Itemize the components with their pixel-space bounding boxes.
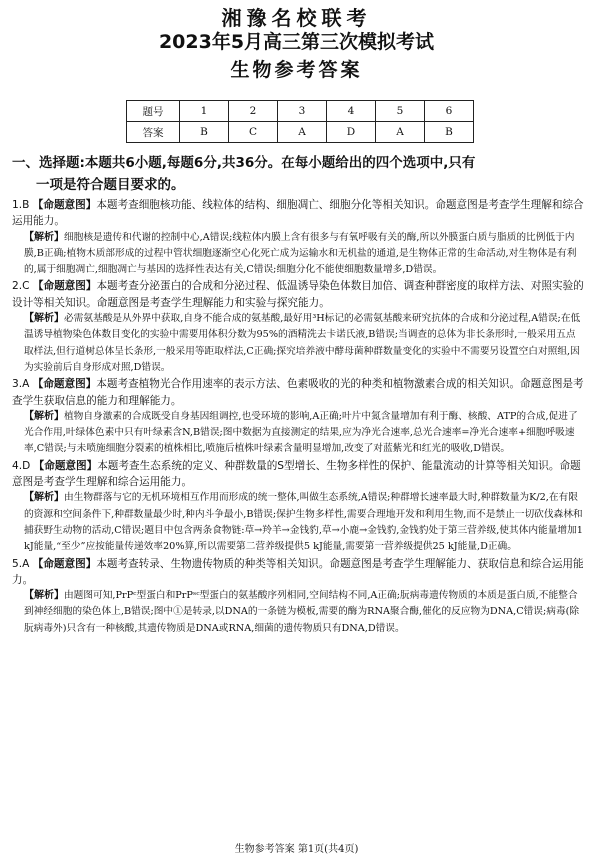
analysis-tag: 【解析】: [24, 410, 64, 422]
exam-title: 湘豫名校联考: [221, 6, 372, 30]
answer-explanations: [12, 197, 584, 637]
analysis-tag: 【解析】: [24, 590, 64, 602]
analysis-tag: 【解析】: [24, 492, 64, 504]
answer-table-answer-row: [127, 122, 474, 143]
analysis-paragraph: [12, 311, 584, 376]
answer-table-question-row: [127, 101, 474, 122]
answer-label-cell: 答案: [127, 122, 180, 143]
intent-text: 本题考查分泌蛋白的合成和分泌过程、低温诱导染色体数目加倍、调查种群密度的取样方法、对照实验的设计等相关知识。命题意图是考查学生理解能力和实验与探究能力。: [12, 280, 584, 309]
question-number-cell: 4: [327, 101, 376, 122]
question-number-cell: 1: [180, 101, 229, 122]
intent-paragraph: [12, 278, 584, 311]
analysis-text: 由生物群落与它的无机环境相互作用而形成的统一整体,叫做生态系统,A错误;种群增长速率最大时,种群数量为K/2,在有限的资源和空间条件下,种群数量最少时,种内斗争最小,B错误;保护生物多样性,需要合理地开发和利用生物,而不是禁止一切砍伐森林和捕获野生动物的活动,C错误;题目中包含两条食物链:草→羚羊→金钱豹,草→小鹿→金钱豹,金钱豹处于第三营养级,使其体内能量增加1 kJ能量,“至少”应按能量传递效率20%算,所以需要第二营养级提供5 kJ能量,需要第一营养级提供25 kJ能量,D正确。: [24, 492, 583, 553]
analysis-text: 由题图可知,PrPᶜ型蛋白和PrPˢᶜ型蛋白的氨基酸序列相同,空间结构不同,A正确;朊病毒遗传物质的本质是蛋白质,不能整合到神经细胞的染色体上,B错误;图中①是转录,以DNA的一条链为模板,需要的酶为RNA聚合酶,催化的反应物为DNA,C错误;病毒(除朊病毒外)只含有一种核酸,其遗传物质是DNA或RNA,细菌的遗传物质只有DNA,D错误。: [24, 590, 580, 634]
analysis-tag: 【解析】: [24, 313, 64, 325]
exam-subtitle: 2023年5月高三第三次模拟考试: [158, 31, 435, 53]
question-number-cell: 6: [425, 101, 474, 122]
question-answer: 5.A: [12, 557, 30, 570]
analysis-paragraph: [12, 490, 584, 555]
intent-paragraph: [12, 556, 584, 589]
intent-tag: 【命题意图】: [32, 280, 97, 293]
page-footer: 生物参考答案 第1页(共4页): [234, 844, 359, 855]
question-answer: 4.D: [12, 459, 31, 472]
question-number-cell: 2: [229, 101, 278, 122]
intent-paragraph: [12, 376, 584, 409]
question-item-5: [12, 556, 584, 637]
answer-table: [126, 100, 474, 143]
question-item-2: [12, 278, 584, 376]
question-item-3: [12, 376, 584, 457]
answer-cell: A: [376, 122, 425, 143]
question-item-4: [12, 458, 584, 556]
question-answer: 2.C: [12, 280, 30, 293]
question-number-cell: 3: [278, 101, 327, 122]
intent-text: 本题考查植物光合作用速率的表示方法、色素吸收的光的种类和植物激素合成的相关知识。命题意图是考查学生获取信息的能力和理解能力。: [12, 378, 584, 407]
answer-cell: C: [229, 122, 278, 143]
intent-text: 本题考查转录、生物遗传物质的种类等相关知识。命题意图是考查学生理解能力、获取信息和综合运用能力。: [12, 557, 584, 586]
question-label-cell: 题号: [127, 101, 180, 122]
question-item-1: [12, 197, 584, 278]
analysis-text: 细胞核是遗传和代谢的控制中心,A错误;线粒体内膜上含有很多与有氧呼吸有关的酶,所以外膜蛋白质与脂质的比例低于内膜,B正确;植物木质部形成的过程中管状细胞逐渐空心化死亡成为运输水和无机盐的通道,是生物体正常的生命活动,对生物体是有利的,属于细胞凋亡,细胞凋亡与基因的选择性表达有关,C错误;细胞分化不能使细胞数量增多,D错误。: [24, 231, 577, 276]
answer-cell: A: [278, 122, 327, 143]
intent-paragraph: [12, 197, 584, 230]
intent-tag: 【命题意图】: [32, 378, 97, 391]
analysis-tag: 【解析】: [24, 231, 64, 243]
question-answer: 1.B: [12, 199, 30, 211]
analysis-text: 必需氨基酸是从外界中获取,自身不能合成的氨基酸,最好用³H标记的必需氨基酸来研究抗体的合成和分泌过程,A错误;在低温诱导植物染色体数目变化的实验中需要用体积分数为95%的酒精洗去卡诺氏液,B错误;当调查的总体为非长条形时,一般采用五点取样法,但行道树总体呈长条形,一般采用等距取样法,C正确;探究培养液中酵母菌种群数量变化的实验中不需要另设置空白对照组,因为实验前后自身形成对照,D错误。: [24, 313, 581, 373]
intent-text: 本题考查细胞核功能、线粒体的结构、细胞凋亡、细胞分化等相关知识。命题意图是考查学生理解和综合运用能力。: [12, 199, 584, 228]
question-number-cell: 5: [376, 101, 425, 122]
question-answer: 3.A: [12, 378, 30, 391]
analysis-text: 植物自身激素的合成既受自身基因组调控,也受环境的影响,A正确;叶片中氮含量增加有利于酶、核酸、ATP的合成,促进了光合作用,叶绿体色素中只有叶绿素含N,B错误;图中数据为直接测定的结果,应为净光合速率,总光合速率=净光合速率+细胞呼吸速率,C错误;与未喷施细胞分裂素的植株相比,喷施后植株叶绿素含量明显增加,改变了对蓝紫光和红光的吸收,D错误。: [24, 410, 578, 455]
section-heading: [12, 152, 584, 196]
analysis-paragraph: [12, 588, 584, 637]
answer-cell: B: [425, 122, 474, 143]
intent-text: 本题考查生态系统的定义、种群数量的S型增长、生物多样性的保护、能量流动的计算等相关知识。命题意图是考查学生理解和综合运用能力。: [12, 459, 581, 489]
document-title: 生物参考答案: [230, 59, 363, 81]
section-heading-line2: 一项是符合题目要求的。: [36, 177, 185, 193]
answer-cell: B: [180, 122, 229, 143]
intent-paragraph: [12, 458, 584, 491]
intent-tag: 【命题意图】: [32, 199, 97, 211]
intent-tag: 【命题意图】: [33, 459, 98, 472]
answer-cell: D: [327, 122, 376, 143]
analysis-paragraph: [12, 409, 584, 458]
analysis-paragraph: [12, 230, 584, 279]
section-heading-line1: 一、选择题:本题共6小题,每题6分,共36分。在每小题给出的四个选项中,只有: [12, 155, 476, 171]
intent-tag: 【命题意图】: [32, 557, 97, 570]
